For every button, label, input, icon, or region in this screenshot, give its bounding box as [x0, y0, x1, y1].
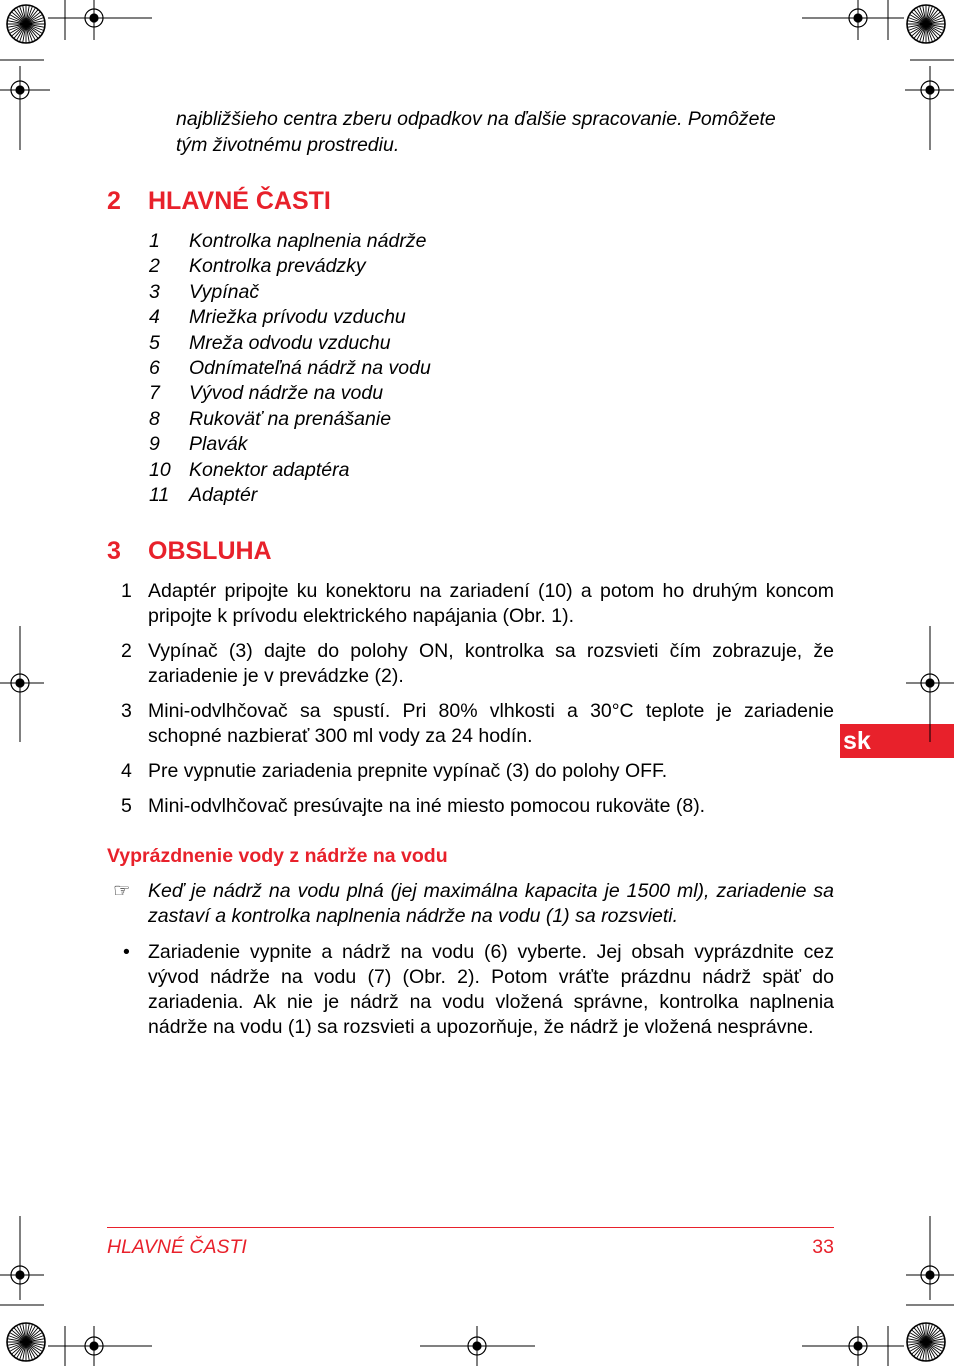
part-label: Kontrolka prevádzky — [189, 255, 366, 278]
part-number: 7 — [149, 382, 160, 405]
section-2-number: 2 — [107, 187, 121, 215]
step-number: 2 — [121, 640, 132, 662]
part-number: 10 — [149, 458, 171, 481]
part-label: Odnímateľná nádrž na vodu — [189, 356, 431, 379]
part-number: 5 — [149, 331, 160, 354]
part-number: 8 — [149, 407, 160, 430]
part-label: Vypínač — [189, 280, 260, 303]
part-number: 4 — [149, 306, 160, 329]
intro-line-1: najbližšieho centra zberu odpadkov na ďalšie spracovanie. Pomôžete — [176, 108, 776, 130]
step-text: Pre vypnutie zariadenia prepnite vypínač (3) do polohy OFF. — [148, 760, 668, 782]
step-text: Mini-odvlhčovač sa spustí. Pri 80% vlhkosti a 30°C teplote je zariadenie schopné nazbierať 300 ml vody za 24 hodín. — [148, 700, 834, 747]
page-number: 33 — [812, 1236, 834, 1258]
part-label: Mriežka prívodu vzduchu — [189, 306, 406, 329]
note-text: Zariadenie vypnite a nádrž na vodu (6) vyberte. Jej obsah vyprázdnite cez vývod nádrže na vodu (7) (Obr. 2). Potom vráťte prázdnu nádrž späť do zariadenia. Ak nie je nádrž na vodu vložená správne, kontrolka naplnenia nádrže na vodu (1) sa rozsvieti a upozorňuje, že nádrž je vložená nesprávne. — [148, 940, 834, 1039]
section-3-title: OBSLUHA — [148, 537, 272, 565]
part-number: 6 — [149, 356, 160, 379]
section-3-number: 3 — [107, 537, 121, 565]
intro-line-2: tým životnému prostrediu. — [176, 134, 400, 156]
part-label: Rukoväť na prenášanie — [189, 407, 392, 430]
note-text: Keď je nádrž na vodu plná (jej maximálna kapacita je 1500 ml), zariadenie sa zastaví a kontrolka naplnenia nádrže na vodu (1) sa rozsvieti. — [148, 880, 834, 928]
part-number: 3 — [149, 280, 160, 303]
part-label: Adaptér — [189, 483, 258, 506]
bullet-icon: • — [123, 940, 130, 963]
step-number: 3 — [121, 700, 132, 722]
part-number: 2 — [149, 255, 160, 278]
subsection-title: Vyprázdnenie vody z nádrže na vodu — [107, 845, 448, 867]
section-2-title: HLAVNÉ ČASTI — [148, 187, 331, 215]
pointing-hand-icon: ☞ — [113, 880, 131, 902]
language-code: sk — [843, 727, 871, 755]
step-text: Adaptér pripojte ku konektoru na zariadení (10) a potom ho druhým koncom pripojte k prívodu elektrického napájania (Obr. 1). — [148, 580, 834, 627]
part-label: Konektor adaptéra — [189, 458, 350, 481]
step-text: Vypínač (3) dajte do polohy ON, kontrolka sa rozsvieti čím zobrazuje, že zariadenie je v prevádzke (2). — [148, 640, 834, 687]
part-label: Mreža odvodu vzduchu — [189, 331, 391, 354]
step-text: Mini-odvlhčovač presúvajte na iné miesto pomocou rukoväte (8). — [148, 795, 706, 817]
step-number: 4 — [121, 760, 132, 782]
part-number: 1 — [149, 230, 160, 252]
part-label: Plavák — [189, 433, 248, 456]
part-label: Vývod nádrže na vodu — [189, 382, 384, 405]
part-number: 9 — [149, 433, 160, 456]
part-label: Kontrolka naplnenia nádrže — [189, 230, 427, 252]
step-number: 5 — [121, 795, 132, 817]
step-number: 1 — [121, 580, 132, 602]
part-number: 11 — [149, 483, 170, 506]
footer-section-title: HLAVNÉ ČASTI — [107, 1236, 247, 1258]
